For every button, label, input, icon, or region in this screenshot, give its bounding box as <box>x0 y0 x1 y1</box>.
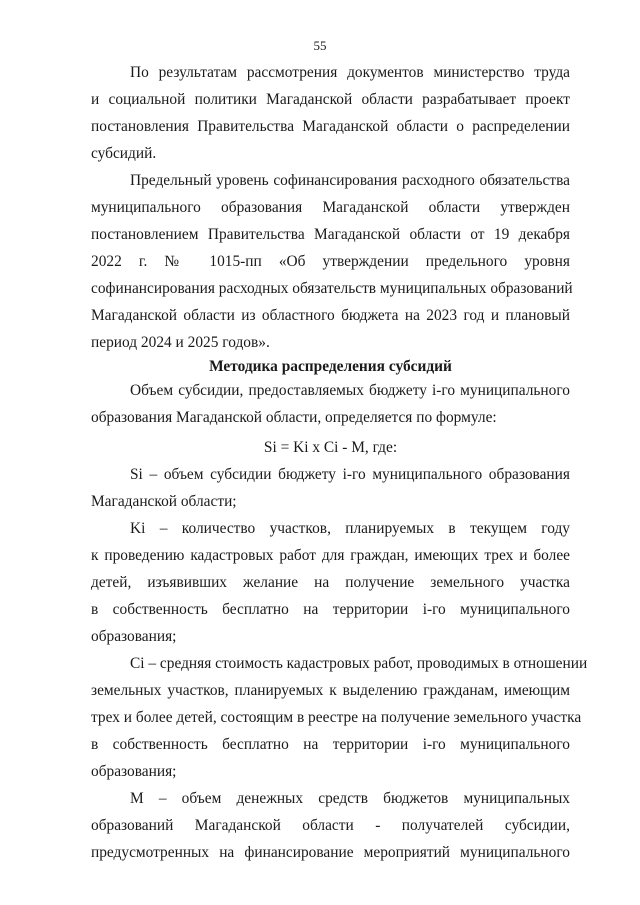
paragraph-line: постановлением Правительства Магаданской области от 19 декабря <box>91 226 570 243</box>
paragraph-line: софинансирования расходных обязательств муниципальных образований <box>91 280 573 297</box>
paragraph-line: По результатам рассмотрения документов министерство труда <box>130 64 570 81</box>
paragraph-line: трех и более детей, состоящим в реестре на получение земельного участка <box>91 709 582 726</box>
paragraph-line: предусмотренных на финансирование мероприятий муниципального <box>91 844 570 861</box>
paragraph-line: Объем субсидии, предоставляемых бюджету i-го муниципального <box>130 382 570 399</box>
paragraph-line: к проведению кадастровых работ для граждан, имеющих трех и более <box>91 547 570 564</box>
paragraph-line: Si – объем субсидии бюджету i-го муниципального образования <box>130 466 570 483</box>
paragraph-line: муниципального образования Магаданской области утвержден <box>91 199 570 216</box>
paragraph-line: в собственность бесплатно на территории i-го муниципального <box>91 601 570 618</box>
paragraph-line: Предельный уровень софинансирования расходного обязательства <box>130 172 570 189</box>
paragraph-line: образования Магаданской области, определяется по формуле: <box>91 409 497 426</box>
paragraph-line: 2022 г. № 1015-пп «Об утверждении предельного уровня <box>91 253 570 270</box>
paragraph-line: образования; <box>91 763 177 780</box>
paragraph-line: детей, изъявивших желание на получение земельного участка <box>91 574 570 591</box>
paragraph-line: образования; <box>91 628 177 645</box>
paragraph-line: Ci – средняя стоимость кадастровых работ, проводимых в отношении <box>130 655 588 672</box>
paragraph-line: M – объем денежных средств бюджетов муниципальных <box>130 790 570 807</box>
paragraph-line: Магаданской области; <box>91 493 237 510</box>
paragraph-line: Ki – количество участков, планируемых в текущем году <box>130 520 570 537</box>
page-number: 55 <box>313 38 327 53</box>
section-heading: Методика распределения субсидий <box>209 358 452 375</box>
paragraph-line: период 2024 и 2025 годов». <box>91 334 270 351</box>
paragraph-line: и социальной политики Магаданской области разрабатывает проект <box>91 91 570 108</box>
paragraph-line: образований Магаданской области - получателей субсидии, <box>91 817 570 834</box>
paragraph-line: Магаданской области из областного бюджета на 2023 год и плановый <box>91 307 570 324</box>
paragraph-line: субсидий. <box>91 145 157 162</box>
formula: Si = Ki x Ci - M, где: <box>263 439 398 456</box>
paragraph-line: земельных участков, планируемых к выделению гражданам, имеющим <box>91 682 570 699</box>
paragraph-line: постановления Правительства Магаданской области о распределении <box>91 118 570 135</box>
paragraph-line: в собственность бесплатно на территории i-го муниципального <box>91 736 570 753</box>
